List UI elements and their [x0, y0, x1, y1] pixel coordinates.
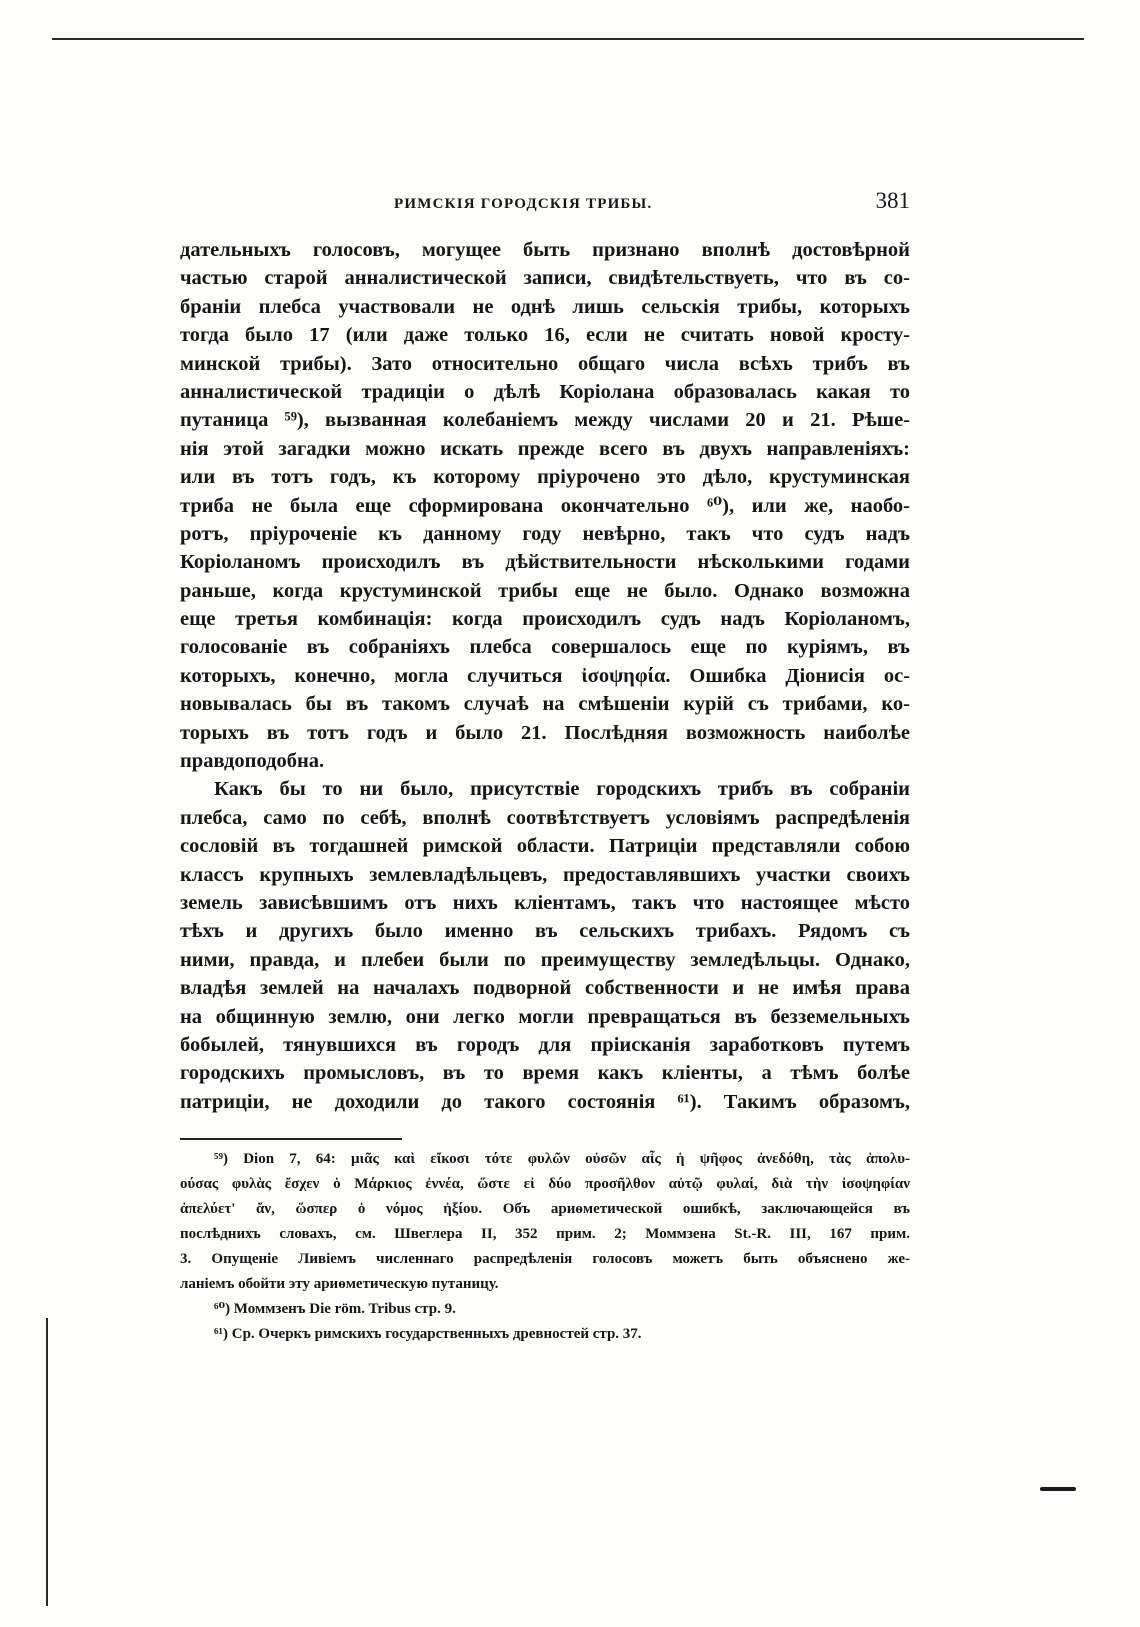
text-line: дательныхъ голосовъ, могущее быть признано вполнѣ достовѣрной — [180, 239, 910, 261]
text-line: анналистической традиціи о дѣлѣ Коріолана образовалась какая то — [180, 380, 910, 403]
footnote-line: ланіемъ обойти эту ариѳметическую путаницу. — [180, 1276, 499, 1292]
footnote-line: ⁶¹) Ср. Очеркъ римскихъ государственныхъ древностей стр. 37. — [214, 1326, 642, 1342]
text-line: торыхъ въ тотъ годъ и было 21. Послѣдняя возможность наиболѣе — [180, 721, 910, 744]
text-line: на общинную землю, они легко могли превращаться въ безземельныхъ — [180, 1005, 910, 1028]
text-line: Коріоланомъ происходилъ въ дѣйствительности нѣсколькими годами — [180, 551, 910, 574]
footnote-line: послѣднихъ словахъ, см. Швеглера II, 352 прим. 2; Моммзена St.-R. III, 167 прим. — [180, 1226, 910, 1242]
text-line: патриціи, не доходили до такого состоянія ⁶¹). Такимъ образомъ, — [180, 1090, 910, 1113]
text-line: тѣхъ и другихъ было именно въ сельскихъ трибахъ. Рядомъ съ — [180, 920, 910, 943]
margin-dash — [1040, 1487, 1076, 1491]
footnote-line: ούσας φυλὰς ἔσχεν ὁ Μάρκιος ἐννέα, ὥστε εἰ δύο προσῆλθον αὐτῷ φυλαί, διὰ τὴν ἰσοψηφίαν — [180, 1176, 910, 1192]
text-line: земель зависѣвшимъ отъ нихъ кліентамъ, такъ что настоящее мѣсто — [180, 891, 910, 914]
text-line: раньше, когда крустуминской трибы еще не было. Однако возможна — [180, 579, 910, 602]
running-head: РИМСКІЯ ГОРОДСКІЯ ТРИБЫ. — [394, 196, 653, 212]
text-line: плебса, само по себѣ, вполнѣ соотвѣтствуетъ условіямъ распредѣленія — [180, 806, 910, 829]
text-line: бобылей, тянувшихся въ городъ для пріисканія заработковъ путемъ — [180, 1033, 910, 1056]
text-line: еще третья комбинація: когда происходилъ судъ надъ Коріоланомъ, — [180, 608, 910, 631]
text-line: которыхъ, конечно, могла случиться ἰσοψηφία. Ошибка Діонисія ос- — [180, 664, 910, 687]
footnote-line: ⁵⁹) Dion 7, 64: μιᾶς καὶ εἴκοσι τότε φυλῶν οὐσῶν αἷς ἡ ψῆφος ἀνεδόθη, τὰς ἀπολυ- — [214, 1151, 910, 1167]
text-line: городскихъ промысловъ, въ то время какъ кліенты, а тѣмъ болѣе — [180, 1062, 910, 1085]
text-line: ними, правда, и плебеи были по преимуществу земледѣльцы. Однако, — [180, 948, 910, 971]
text-line: сословій въ тогдашней римской области. Патриціи представляли собою — [180, 835, 910, 858]
left-margin-rule — [46, 1318, 48, 1606]
text-line: триба не была еще сформирована окончательно ⁶⁰), или же, наобо- — [180, 494, 910, 517]
text-line: новывалась бы въ такомъ случаѣ на смѣшеніи курій съ трибами, ко- — [180, 693, 910, 716]
text-line: правдоподобна. — [180, 750, 325, 773]
text-line: классъ крупныхъ землевладѣльцевъ, предоставлявшихъ участки своихъ — [180, 863, 910, 886]
text-line: браніи плебса участвовали не однѣ лишь сельскія трибы, которыхъ — [180, 295, 910, 318]
text-line: частью старой анналистической записи, свидѣтельствуеть, что въ со- — [180, 267, 910, 290]
footnotes — [180, 1147, 910, 1347]
footnote-line: ⁶⁰) Моммзенъ Die röm. Tribus стр. 9. — [214, 1301, 456, 1317]
text-line: или въ тотъ годъ, къ которому пріурочено это дѣло, крустуминская — [180, 466, 910, 489]
footnote-line: ἀπελύετ' ἄν, ὥσπερ ὁ νόμος ἠξίου. Объ ариѳметической ошибкѣ, заключающейся въ — [180, 1201, 910, 1217]
text-line: владѣя землей на началахъ подворной собственности и не имѣя права — [180, 977, 910, 1000]
text-line: ротъ, пріуроченіе къ данному году невѣрно, такъ что судъ надъ — [180, 522, 910, 545]
text-line: минской трибы). Зато относительно общаго числа всѣхъ трибъ въ — [180, 352, 910, 375]
text-line: нія этой загадки можно искать прежде всего въ двухъ направленіяхъ: — [180, 437, 910, 460]
page-number: 381 — [875, 188, 910, 213]
text-line: голосованіе въ собраніяхъ плебса совершалось еще по куріямъ, въ — [180, 636, 910, 659]
footnote-rule — [180, 1138, 402, 1140]
text-line: тогда было 17 (или даже только 16, если не считать новой кросту- — [180, 324, 910, 347]
page-header — [180, 188, 910, 222]
text-line: путаница ⁵⁹), вызванная колебаніемъ между числами 20 и 21. Рѣше- — [180, 409, 910, 432]
text-line: Какъ бы то ни было, присутствіе городскихъ трибъ въ собраніи — [214, 778, 910, 801]
top-rule — [52, 38, 1084, 40]
footnote-line: 3. Опущеніе Ливіемъ численнаго распредѣленія голосовъ можетъ быть объяснено же- — [180, 1251, 910, 1267]
main-text — [180, 236, 910, 1116]
